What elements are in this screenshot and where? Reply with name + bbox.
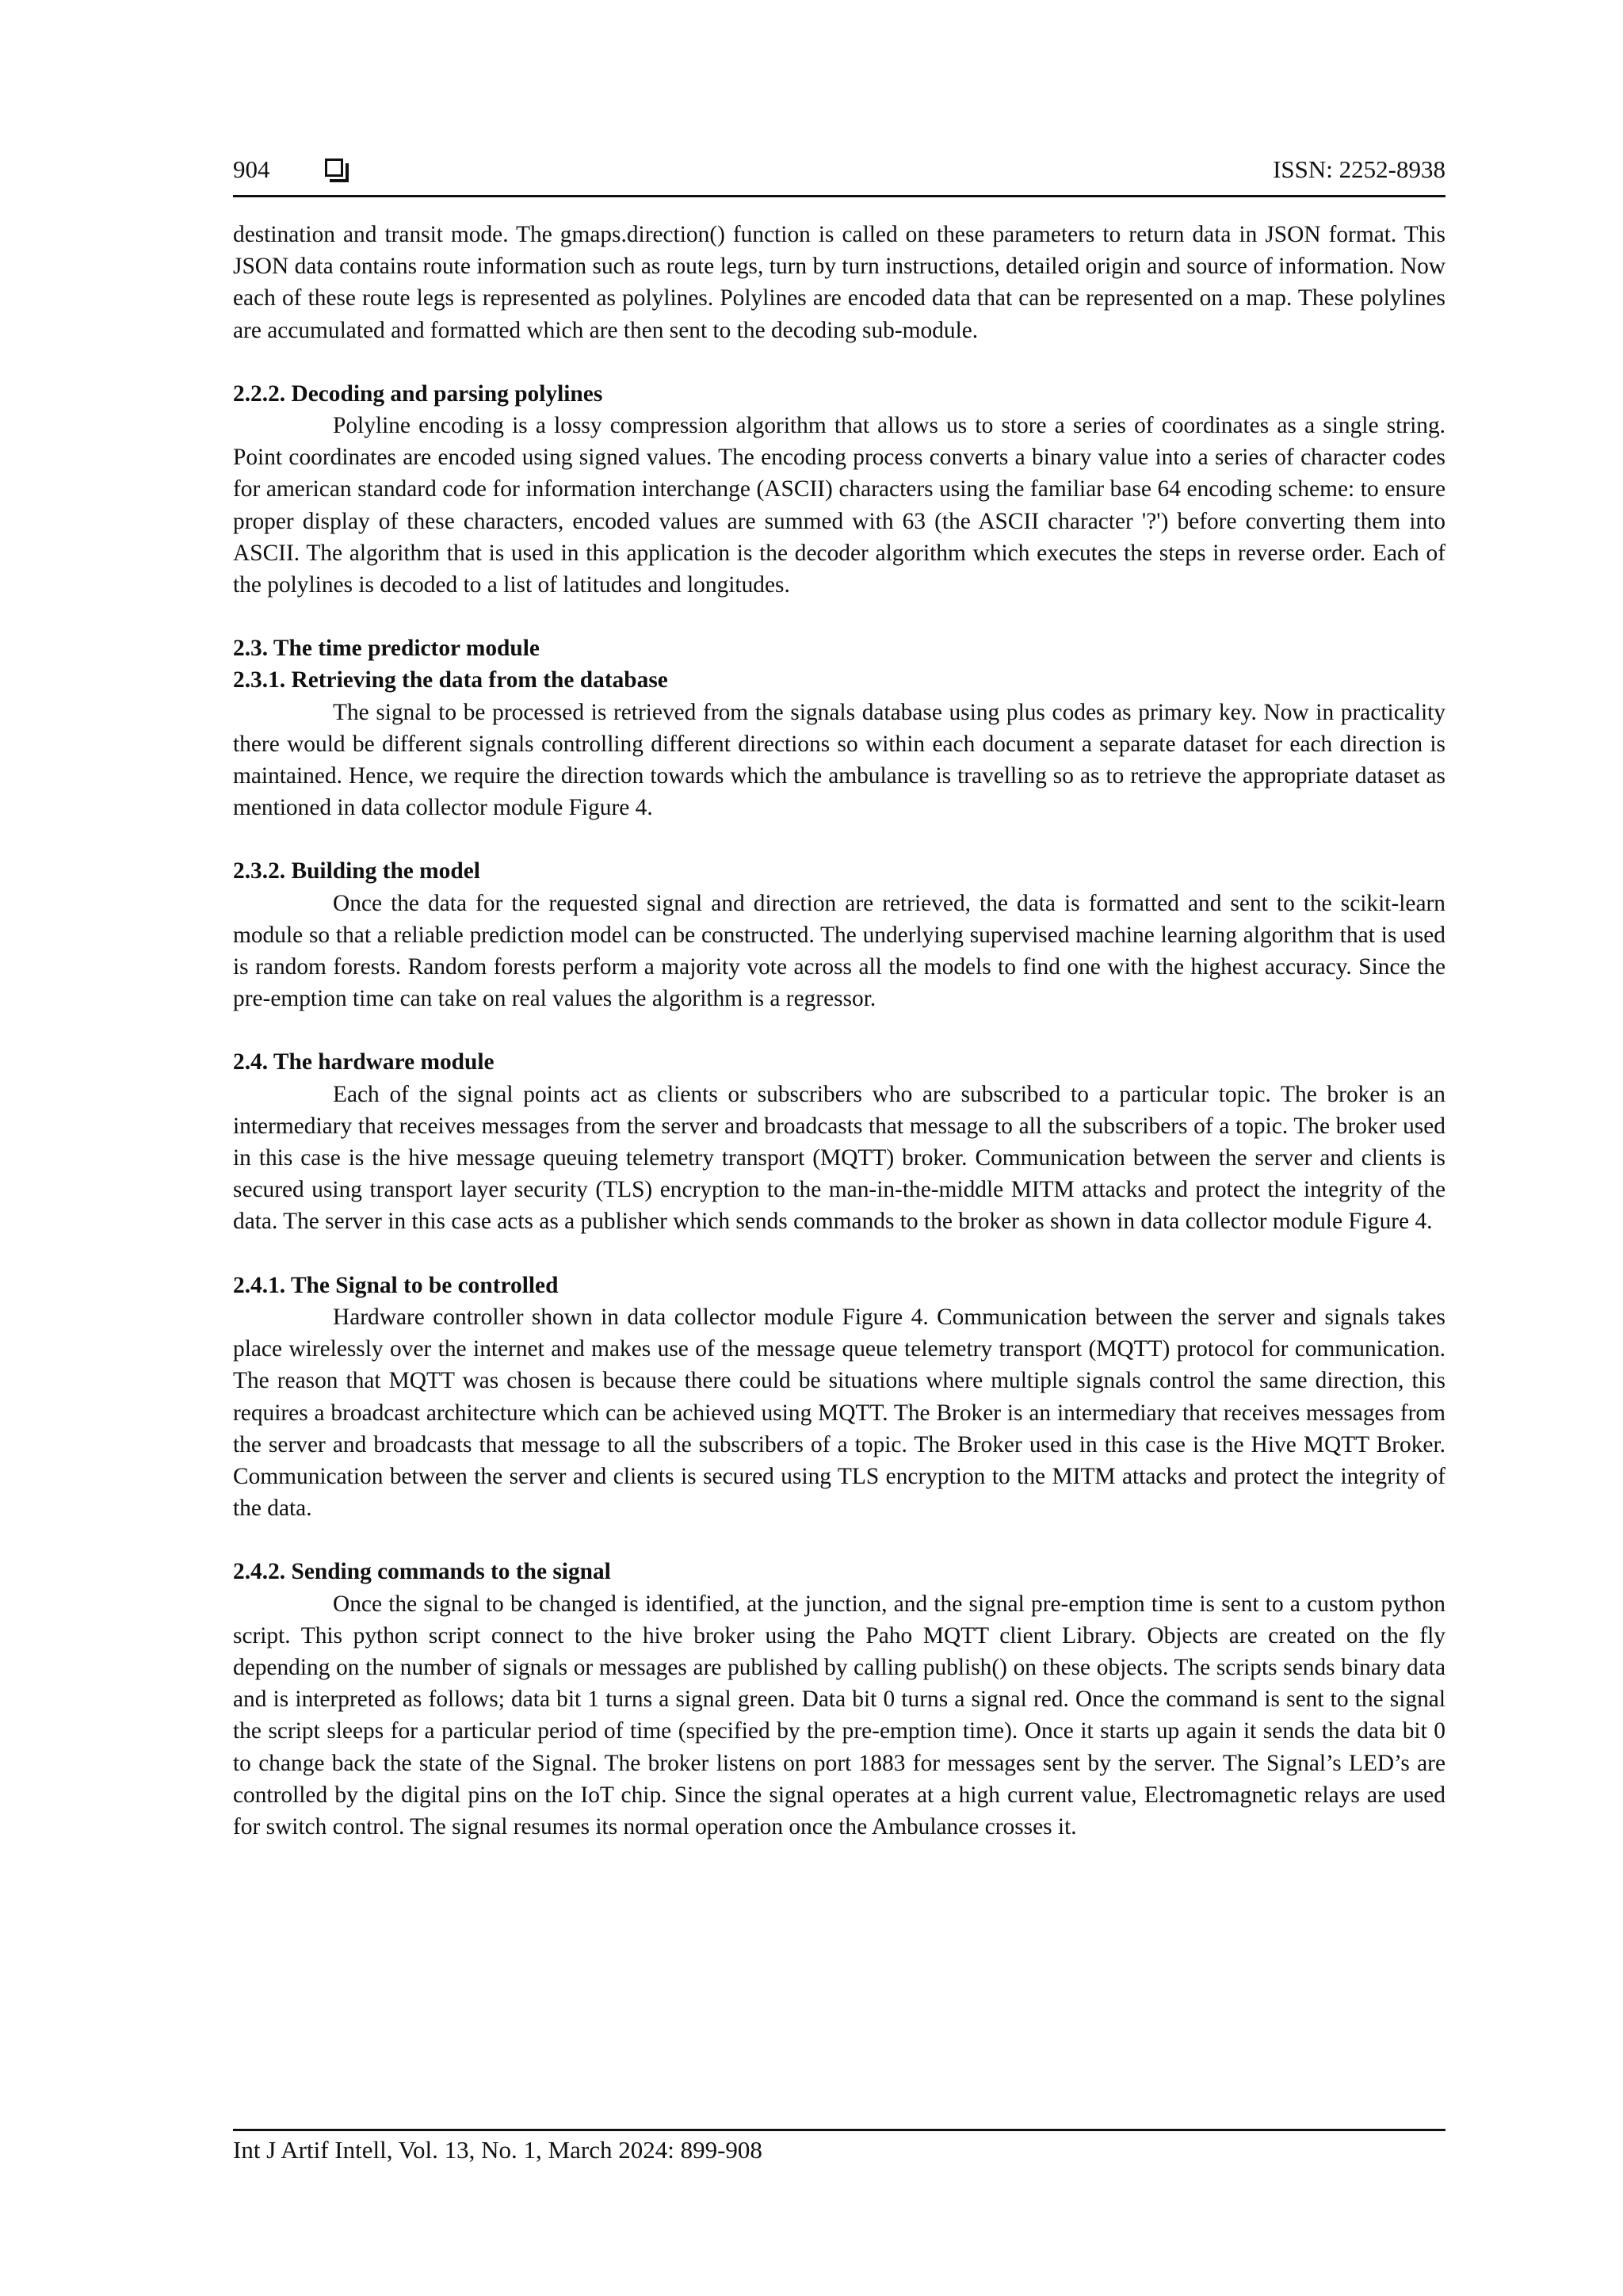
section-heading-2-4-1: 2.4.1. The Signal to be controlled: [233, 1272, 559, 1298]
article-body: [233, 219, 1445, 1843]
section-text-2-4-2: Once the signal to be changed is identified, at the junction, and the signal pre-emption time is sent to a custom python script. This python script connect to the hive broker using the Paho MQTT client Library. Objects are created on the fly depending on the number of signals or messages are published by calling publish() on these objects. The scripts sends binary data and is interpreted as follows; data bit 1 turns a signal green. Data bit 0 turns a signal red. Once the command is sent to the signal the script sleeps for a particular period of time (specified by the pre-emption time). Once it starts up again it sends the data bit 0 to change back the state of the Signal. The broker listens on port 1883 for messages sent by the server. The Signal’s LED’s are controlled by the digital pins on the IoT chip. Since the signal operates at a high current value, Electromagnetic relays are used for switch control. The signal resumes its normal operation once the Ambulance crosses it.: [233, 1591, 1445, 1839]
section-heading-2-3-1: 2.3.1. Retrieving the data from the database: [233, 667, 668, 693]
page-footer: [233, 2129, 1445, 2164]
section-text-2-2-2: Polyline encoding is a lossy compression algorithm that allows us to store a series of coordinates as a single string. Point coordinates are encoded using signed values. The encoding process converts a binary value into a series of character codes for american standard code for information interchange (ASCII) characters using the familiar base 64 encoding scheme: to ensure proper display of these characters, encoded values are summed with 63 (the ASCII character '?') before converting them into ASCII. The algorithm that is used in this application is the decoder algorithm which executes the steps in reverse order. Each of the polylines is decoded to a list of latitudes and longitudes.: [233, 413, 1445, 598]
section-heading-2-3: 2.3. The time predictor module: [233, 636, 540, 662]
section-heading-2-3-2: 2.3.2. Building the model: [233, 858, 480, 884]
section-heading-2-4-2: 2.4.2. Sending commands to the signal: [233, 1559, 611, 1585]
intro-paragraph: destination and transit mode. The gmaps.direction() function is called on these parameters to return data in JSON format. This JSON data contains route information such as route legs, turn by turn instructions, detailed origin and source of information. Now each of these route legs is represented as polylines. Polylines are encoded data that can be represented on a map. These polylines are accumulated and formatted which are then sent to the decoding sub-module.: [233, 222, 1445, 343]
section-text-2-4-1: Hardware controller shown in data collector module Figure 4. Communication between the server and signals takes place wirelessly over the internet and makes use of the message queue telemetry transport (MQTT) protocol for communication. The reason that MQTT was chosen is because there could be situations where multiple signals control the same direction, this requires a broadcast architecture which can be achieved using MQTT. The Broker is an intermediary that receives messages from the server and broadcasts that message to all the subscribers of a topic. The Broker used in this case is the Hive MQTT Broker. Communication between the server and clients is secured using TLS encryption to the MITM attacks and protect the integrity of the data.: [233, 1304, 1445, 1522]
journal-citation: Int J Artif Intell, Vol. 13, No. 1, March 2024: 899-908: [233, 2136, 762, 2164]
section-text-2-4: Each of the signal points act as clients or subscribers who are subscribed to a particular topic. The broker is an intermediary that receives messages from the server and broadcasts that message to all the subscribers of a topic. The broker used in this case is the hive message queuing telemetry transport (MQTT) broker. Communication between the server and clients is secured using transport layer security (TLS) encryption to the man-in-the-middle MITM attacks and protect the integrity of the data. The server in this case acts as a publisher which sends commands to the broker as shown in data collector module Figure 4.: [233, 1081, 1445, 1235]
page-number: 904: [233, 155, 270, 183]
section-text-2-3-2: Once the data for the requested signal and direction are retrieved, the data is formatted and sent to the scikit-learn module so that a reliable prediction model can be constructed. The underlying supervised machine learning algorithm that is used is random forests. Random forests perform a majority vote across all the models to find one with the highest accuracy. Since the pre-emption time can take on real values the algorithm is a regressor.: [233, 890, 1445, 1012]
section-text-2-3-1: The signal to be processed is retrieved from the signals database using plus codes as primary key. Now in practicality there would be different signals controlling different directions so within each document a separate dataset for each direction is maintained. Hence, we require the direction towards which the ambulance is travelling so as to retrieve the appropriate dataset as mentioned in data collector module Figure 4.: [233, 699, 1445, 821]
section-heading-2-2-2: 2.2.2. Decoding and parsing polylines: [233, 380, 603, 407]
section-heading-2-4: 2.4. The hardware module: [233, 1049, 495, 1075]
issn-label: ISSN: 2252-8938: [1273, 155, 1445, 183]
checkbox-square-icon: [325, 159, 343, 177]
page-header: [233, 155, 1445, 197]
